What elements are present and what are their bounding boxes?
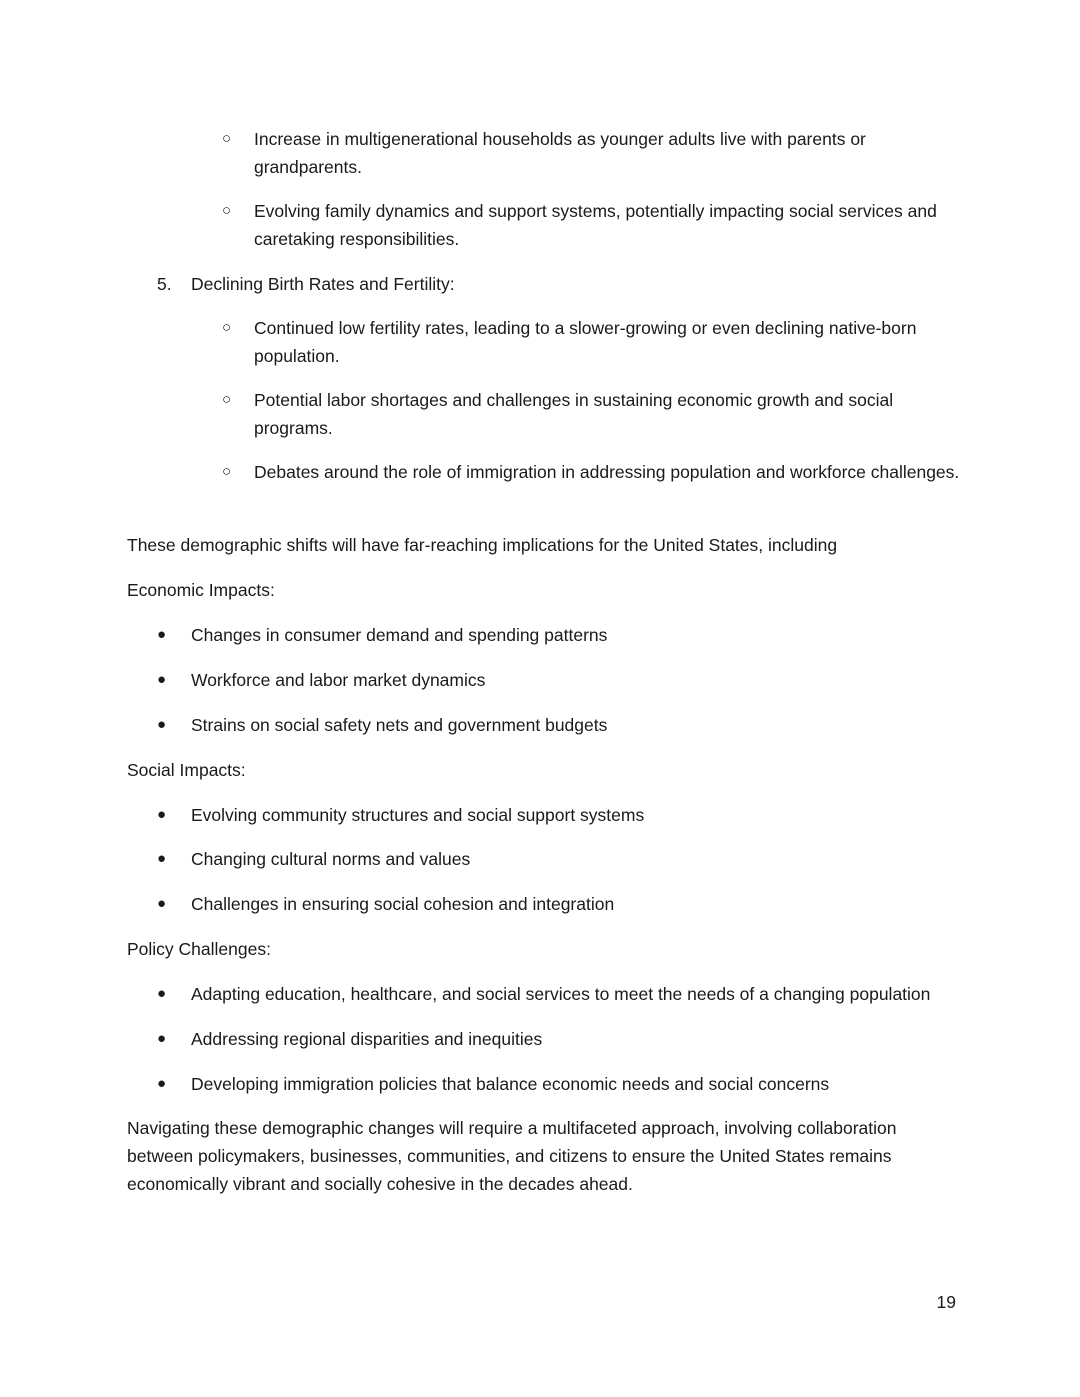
bullet-icon: ● [157, 626, 167, 643]
page-number: 19 [936, 1292, 956, 1312]
bullet-icon: ● [157, 1030, 167, 1047]
list-item-text: Strains on social safety nets and government budgets [191, 715, 608, 735]
list-item-text: Addressing regional disparities and inequities [191, 1029, 543, 1049]
list-item-text: Increase in multigenerational households as younger adults live with parents or grandparents. [254, 129, 866, 177]
bullet-icon: ● [157, 895, 167, 912]
list-item-text: Debates around the role of immigration in addressing population and workforce challenges. [254, 462, 960, 482]
bullet-icon: ● [157, 985, 167, 1002]
list-item-text: Developing immigration policies that balance economic needs and social concerns [191, 1074, 830, 1094]
list-number: 5. [157, 274, 172, 294]
intro-paragraph: These demographic shifts will have far-reaching implications for the United States, including [127, 535, 838, 555]
list-item-text: Potential labor shortages and challenges in sustaining economic growth and social programs. [254, 390, 894, 438]
list-item-text: Adapting education, healthcare, and social services to meet the needs of a changing population [191, 984, 931, 1004]
hollow-bullet-icon: ○ [222, 391, 232, 408]
social-heading: Social Impacts: [127, 760, 246, 780]
hollow-bullet-icon: ○ [222, 202, 232, 219]
list-item-text: Changing cultural norms and values [191, 849, 471, 869]
list-item-text: Evolving family dynamics and support systems, potentially impacting social services and caretaking responsibilities. [254, 201, 937, 249]
hollow-bullet-icon: ○ [222, 319, 232, 336]
list-item-text: Evolving community structures and social support systems [191, 805, 645, 825]
section-title: Declining Birth Rates and Fertility: [191, 274, 455, 294]
bullet-icon: ● [157, 1075, 167, 1092]
bullet-icon: ● [157, 806, 167, 823]
hollow-bullet-icon: ○ [222, 463, 232, 480]
economic-heading: Economic Impacts: [127, 580, 275, 600]
list-item-text: Challenges in ensuring social cohesion and integration [191, 894, 615, 914]
conclusion-paragraph: Navigating these demographic changes will require a multifaceted approach, involving collaboration between policymakers, businesses, communities, and citizens to ensure the United States remains economically vibrant and socially cohesive in the decades ahead. [127, 1118, 897, 1194]
hollow-bullet-icon: ○ [222, 130, 232, 147]
bullet-icon: ● [157, 671, 167, 688]
list-item-text: Continued low fertility rates, leading to a slower-growing or even declining native-born population. [254, 318, 917, 366]
bullet-icon: ● [157, 716, 167, 733]
list-item-text: Changes in consumer demand and spending patterns [191, 625, 608, 645]
bullet-icon: ● [157, 850, 167, 867]
list-item-text: Workforce and labor market dynamics [191, 670, 486, 690]
policy-heading: Policy Challenges: [127, 939, 271, 959]
